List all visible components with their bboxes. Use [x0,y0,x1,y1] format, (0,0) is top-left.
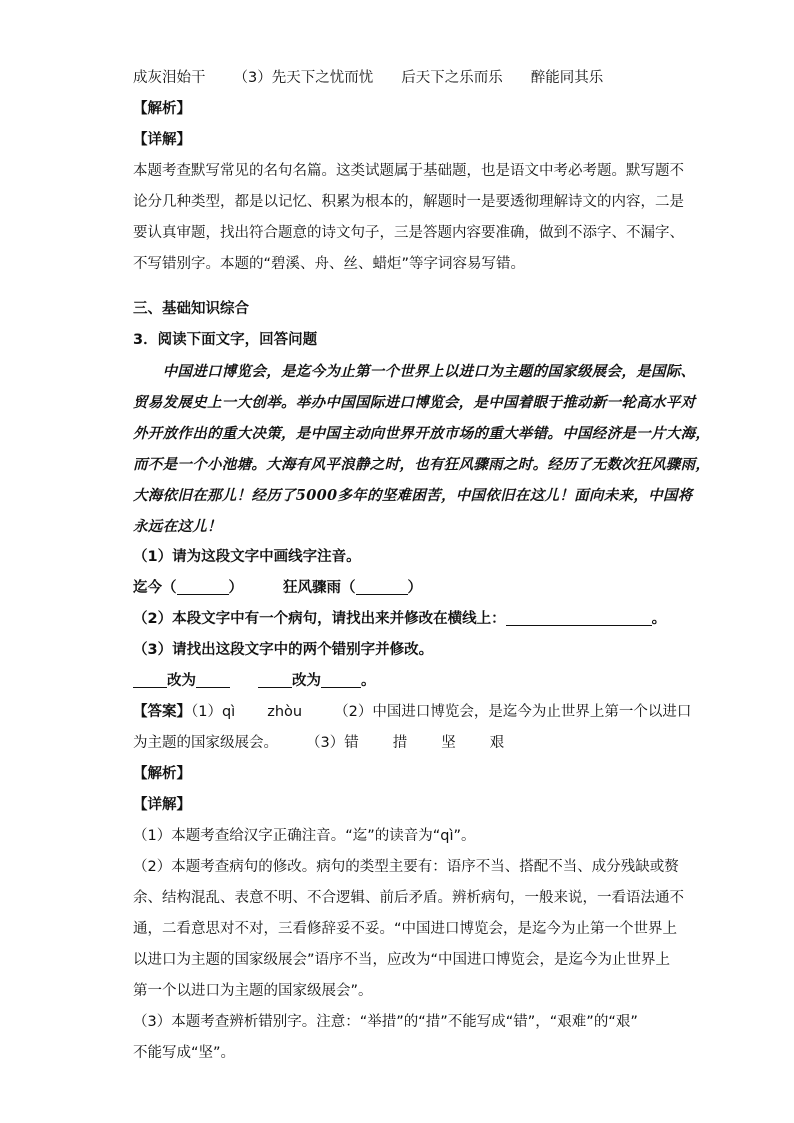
answer-fragment: 成灰泪始干 [133,70,206,86]
q3-jiexi-heading: 【解析】 [133,766,191,782]
passage-line: 大海依旧在那儿！经历了5000多年的坚难困苦，中国依旧在这儿！面向未来，中国将 [133,487,693,504]
answer-blank[interactable] [506,609,652,626]
gai-wei-label: 改为 [167,673,196,689]
answer-blank[interactable] [321,671,361,688]
question-3-1-fill [133,573,673,604]
word-kuangfengzhouyu: 狂风骤雨（ [283,580,356,596]
answer-blank[interactable] [133,671,167,688]
q2-explain-line: 本题考查默写常见的名句名篇。这类试题属于基础题，也是语文中考必考题。默写题不 [133,163,684,179]
answer-blank[interactable] [258,671,292,688]
explain-part-2-line: （2）本题考查病句的修改。病句的类型主要有：语序不当、搭配不当、成分残缺或赘 [133,859,679,875]
q2-jiexi-heading: 【解析】 [133,101,191,117]
question-3-3-prompt: （3）请找出这段文字中的两个错别字并修改。 [133,642,434,658]
document-page [133,63,711,1069]
explain-part-3-line: （3）本题考查辨析错别字。注意：“举措”的“措”不能写成“错”，“艰难”的“艰” [133,1014,638,1030]
passage-line: 贸易发展史上一大创举。举办中国国际进口博览会，是中国着眼于推动新一轮高水平对 [133,394,696,411]
q2-explain-line: 论分几种类型，都是以记忆、积累为根本的，解题时一是要透彻理解诗文的内容，二是 [133,194,684,210]
answer-char: 坚 [441,735,456,751]
reading-passage [133,356,711,542]
answer-label: 【答案】 [133,704,191,720]
passage-line: 而不是一个小池塘。大海有风平浪静之时，也有狂风骤雨之时。经历了无数次狂风骤雨， [133,456,711,473]
explain-part-1: （1）本题考查给汉字正确注音。“迄”的读音为“qì”。 [133,828,476,844]
answer-sentence-end: 为主题的国家级展会。 [133,735,278,751]
question-3-2-prompt: （2）本段文字中有一个病句，请找出来并修改在横线上： [133,611,506,627]
question-3-2 [133,604,673,635]
answer-char: 措 [392,735,408,751]
answer-pinyin-1: （1）qì [191,704,236,720]
answer-fragment: 醉能同其乐 [530,70,604,86]
period: 。 [651,611,667,627]
q2-answer-tail [133,63,673,94]
answer-blank[interactable] [356,578,408,595]
answer-line-2 [133,728,673,759]
gai-wei-label: 改为 [292,673,321,689]
passage-line: 外开放作出的重大决策，是中国主动向世界开放市场的重大举错。中国经济是一片大海， [133,425,711,442]
spacer [133,280,673,294]
answer-line-1 [133,697,692,728]
bracket: ） [407,580,422,596]
answer-fragment: 后天下之乐而乐 [401,70,503,86]
word-qijin: 迄今（ [133,580,177,596]
q2-explain-line: 不写错别字。本题的“碧溪、舟、丝、蜡炬”等字词容易写错。 [133,256,526,272]
passage-line: 永远在这儿！ [133,518,222,535]
explain-part-2-line: 第一个以进口为主题的国家级展会”。 [133,983,373,999]
answer-blank[interactable] [196,671,230,688]
answer-sentence: （2）中国进口博览会，是迄今为止世界上第一个以进口 [334,704,692,720]
section-title: 三、基础知识综合 [133,301,249,317]
bracket: ） [228,580,243,596]
answer-pinyin-2: zhòu [267,704,303,720]
answer-blank[interactable] [177,578,229,595]
q2-explain-line: 要认真审题，找出符合题意的诗文句子，三是答题内容要准确，做到不添字、不漏字、 [133,225,684,241]
q2-xiangjie-heading: 【详解】 [133,132,191,148]
answer-char: （3）错 [306,735,359,751]
period: 。 [361,673,376,689]
explain-part-2-line: 通，二看意思对不对，三看修辞妥不妥。“中国进口博览会，是迄今为止第一个世界上 [133,921,678,937]
answer-fragment: （3）先天下之忧而忧 [233,70,374,86]
explain-part-2-line: 余、结构混乱、表意不明、不合逻辑、前后矛盾。辨析病句，一般来说，一看语法通不 [133,890,684,906]
passage-line: 中国进口博览会，是迄今为止第一个世界上以进口为主题的国家级展会，是国际、 [133,363,696,380]
q3-xiangjie-heading: 【详解】 [133,797,191,813]
explain-part-3-line: 不能写成“坚”。 [133,1045,236,1061]
answer-char: 艰 [489,735,505,751]
explain-part-2-line: 以进口为主题的国家级展会”语序不当，应改为“中国进口博览会，是迄今为止世界上 [133,952,671,968]
question-3-title: 3．阅读下面文字，回答问题 [133,332,318,348]
question-3-1-prompt: （1）请为这段文字中画线字注音。 [133,549,361,565]
question-3-3-fill [133,666,673,697]
